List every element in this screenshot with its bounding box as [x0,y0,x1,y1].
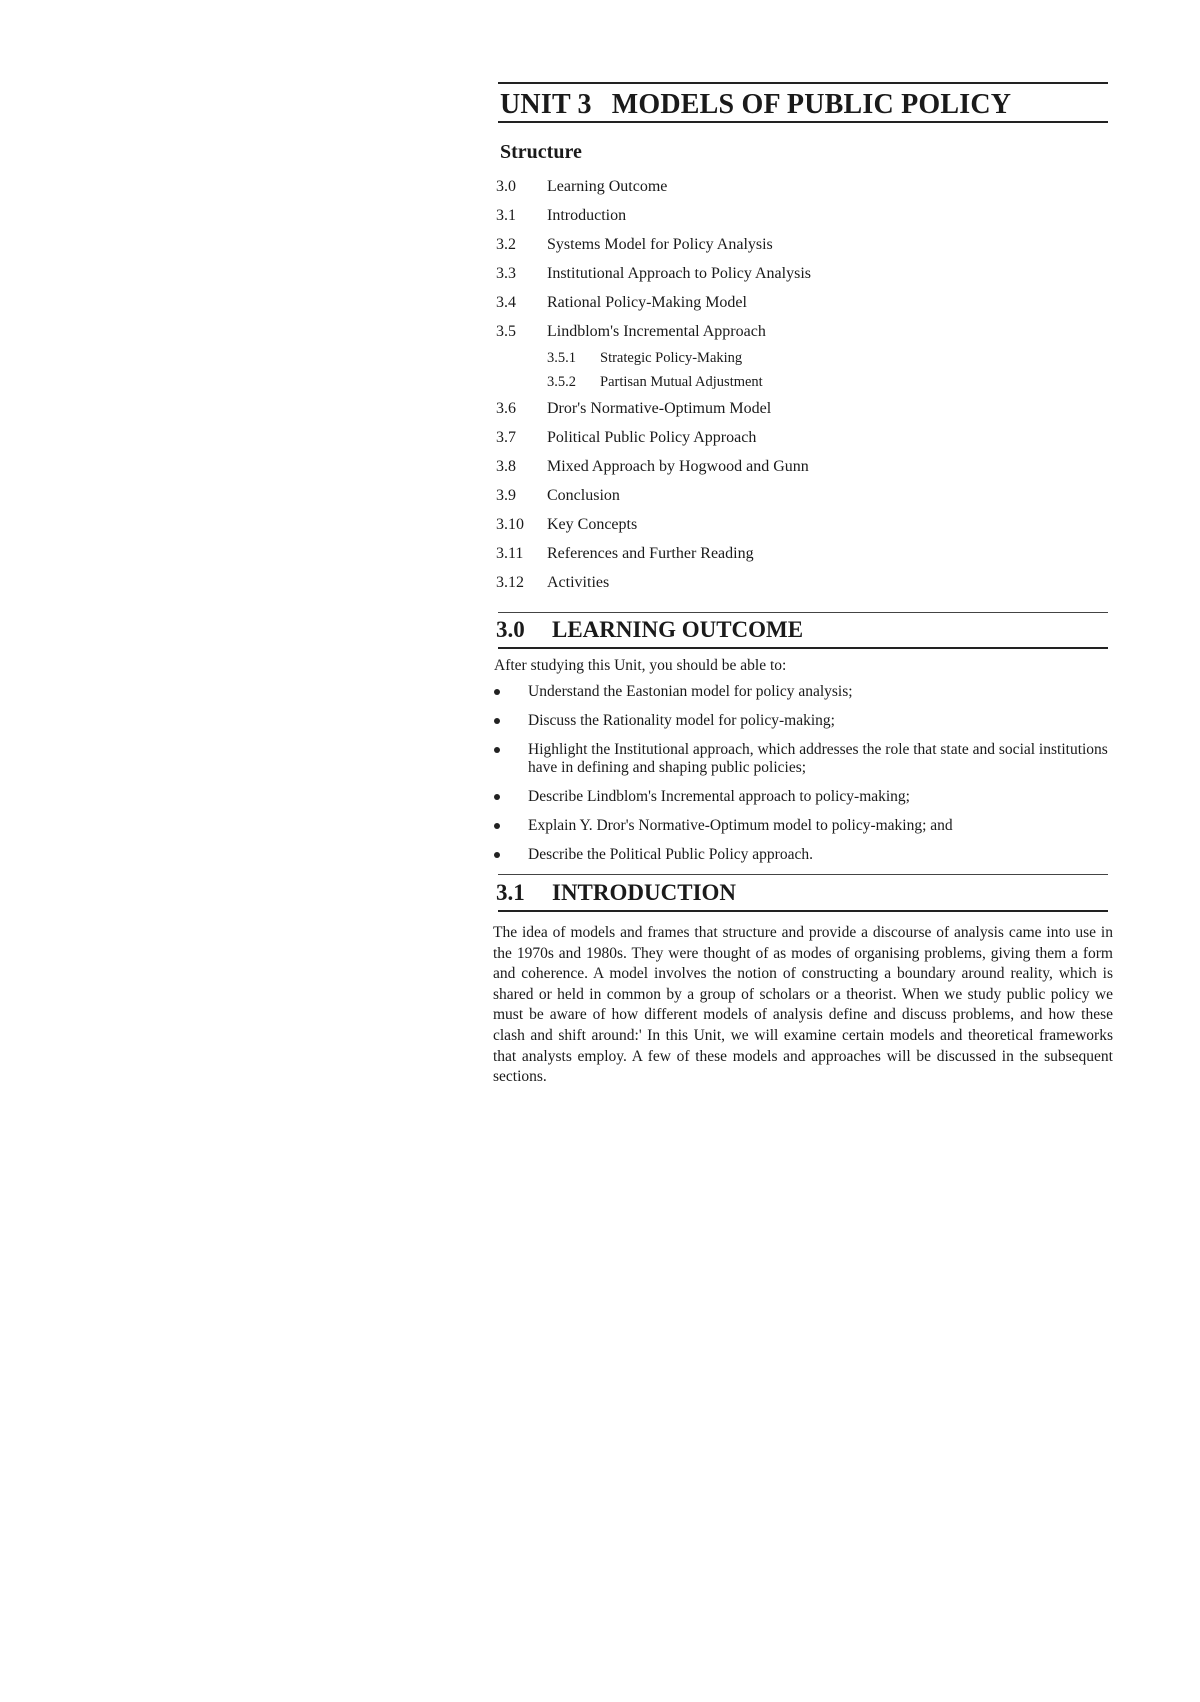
list-item: Explain Y. Dror's Normative-Optimum model to policy-making; and [494,817,1114,835]
section-bottom-rule [498,647,1108,649]
bullet-icon [494,747,500,753]
learning-outcome-heading: 3.0 LEARNING OUTCOME [496,617,804,642]
introduction-heading: 3.1 INTRODUCTION [496,880,737,905]
bullet-icon [494,689,500,695]
bullet-icon [494,823,500,829]
section-top-rule [498,612,1108,613]
unit-name: MODELS OF PUBLIC POLICY [611,89,1012,120]
list-item: Highlight the Institutional approach, which addresses the role that state and social institutions have in defining and shaping public policies; [494,741,1114,777]
section-bottom-rule [498,910,1108,912]
unit-title [500,89,1011,121]
list-item: Discuss the Rationality model for policy-making; [494,712,1114,730]
list-item: Describe Lindblom's Incremental approach to policy-making; [494,788,1114,806]
list-item: Describe the Political Public Policy approach. [494,846,1114,864]
document-page: UNIT 3 MODELS OF PUBLIC POLICY Structure 3.0 Learning Outcome 3.1 Introduction 3.2 Systems Model for Policy Analysis 3.3 Institutional Approach to Policy Analysis 3.4 Rational Policy-Making Model 3.5 Lindblom's Incremental Approach 3.5.1 Strategic Policy-Making 3.5.2 Partisan Mutual Adjustment 3.6 Dror's Normative-Optimum Model 3.7 Political Public Policy Approach 3.8 Mixed Approach by Hogwood and Gunn 3.9 Conclusion 3.10 Key Concepts 3.11 References and Further Reading 3.12 Activities 3.0 LEARNING OUTCOME After studying this Unit, you should be able to: Understand the Eastonian model for policy analysis; Discuss the Rationality model for policy-making; Highlight the Institutional approach, which addresses the role that state and social institutions have in defining and shaping public policies; Describe Lindblom's Incremental approach to policy-making; Explain Y. Dror's Normative-Optimum model to policy-making; and Describe the Political Public Policy approach. 3.1 INTRODUCTION The idea of models and frames that structure and provide a discourse of analysis came into use in the 1970s and 1980s. They were thought of as modes of organising problems, giving them a form and coherence. A model involves the notion of constructing a boundary around reality, which is shared or held in common by a group of scholars or a theorist. When we study public policy we must be aware of how different models of analysis define and discuss problems, and how these clash and shift around:' In this Unit, we will examine certain models and theoretical frameworks that analysts employ. A few of these models and approaches will be discussed in the subsequent sections. [0,0,1200,1702]
learning-outcome-intro: After studying this Unit, you should be able to: [494,657,787,674]
bullet-icon [494,794,500,800]
unit-bottom-rule [498,121,1108,123]
unit-number: UNIT 3 [500,89,592,120]
list-item: Understand the Eastonian model for policy analysis; [494,683,1114,701]
bullet-icon [494,718,500,724]
introduction-paragraph: The idea of models and frames that structure and provide a discourse of analysis came into use in the 1970s and 1980s. They were thought of as modes of organising problems, giving them a form and coherence. A model involves the notion of constructing a boundary around reality, which is shared or held in common by a group of scholars or a theorist. When we study public policy we must be aware of how different models of analysis define and discuss problems, and how these clash and shift around:' In this Unit, we will examine certain models and theoretical frameworks that analysts employ. A few of these models and approaches will be discussed in the subsequent sections. [493,924,1113,1086]
section-top-rule [498,874,1108,875]
structure-heading: Structure [500,141,582,163]
unit-top-rule [498,82,1108,84]
bullet-icon [494,852,500,858]
learning-outcome-list [494,683,1114,875]
